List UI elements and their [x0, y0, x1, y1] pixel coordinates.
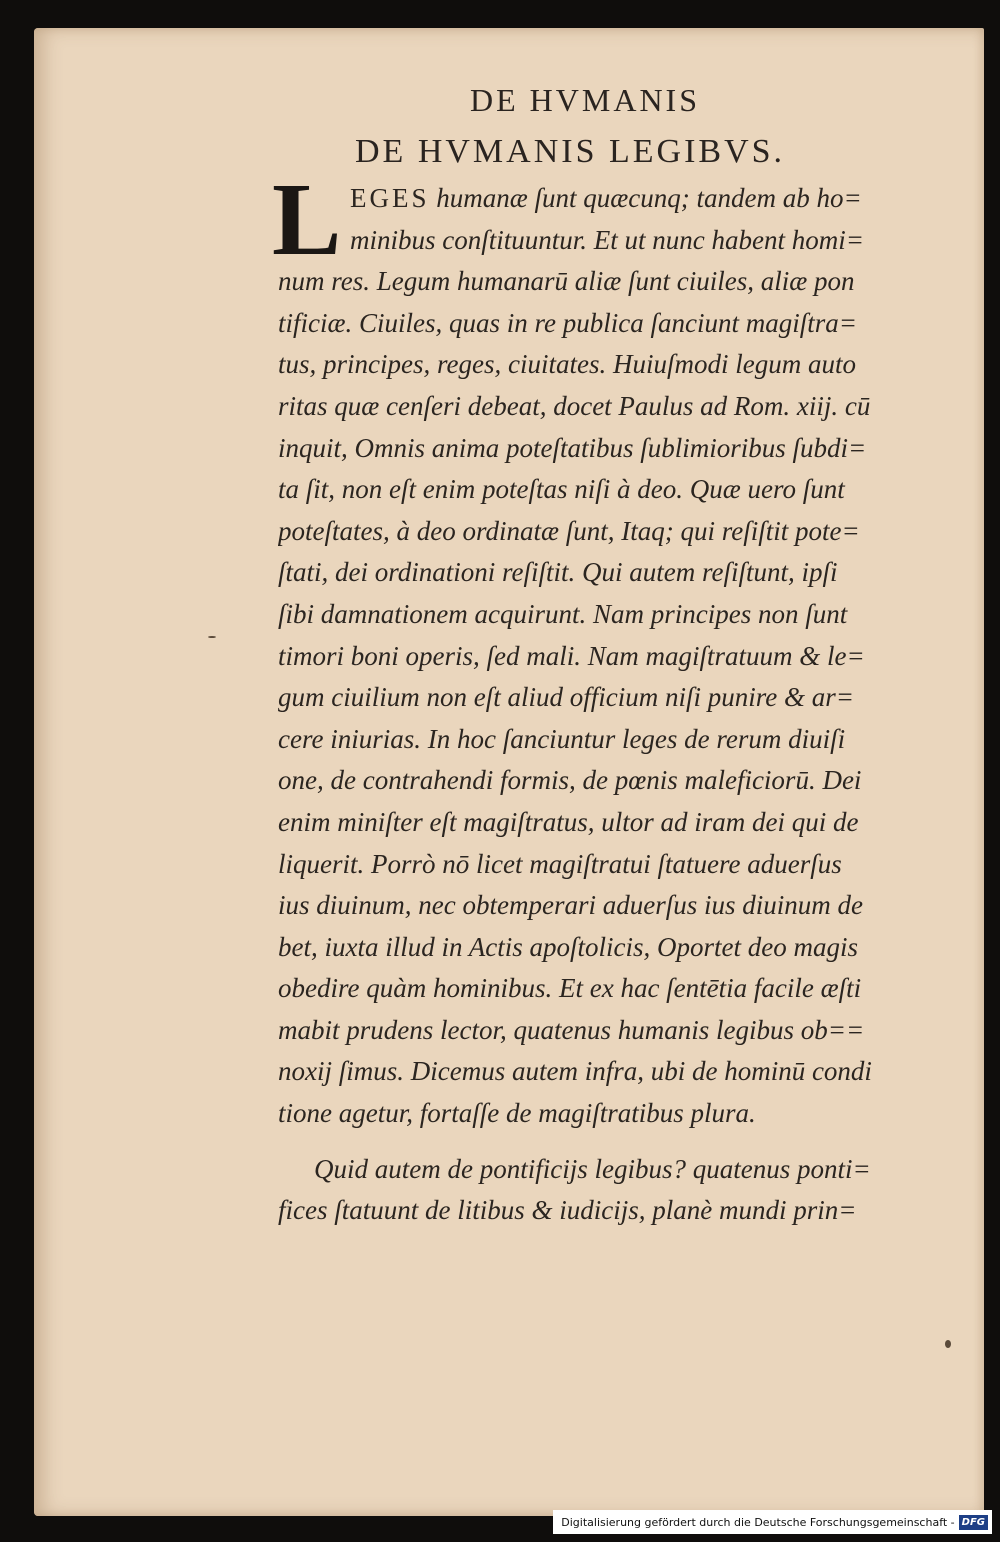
text-line: EGES humanæ ſunt quæcunq; tandem ab ho= [350, 183, 862, 213]
text-line: cere iniurias. In hoc ſanciuntur leges de rerum diuiſi [278, 723, 846, 754]
text-line: timori boni operis, ſed mali. Nam magiſtratuum & le= [278, 640, 865, 671]
ink-speck [945, 1340, 951, 1348]
dfg-logo-icon: DFG [959, 1515, 988, 1530]
text-line: tificiæ. Ciuiles, quas in re publica ſanciunt magiſtra= [278, 307, 857, 338]
text-line: minibus conſtituuntur. Et ut nunc habent homi= [350, 224, 864, 255]
running-head: DE HVMANIS [470, 82, 700, 118]
text-line: Quid autem de pontificijs legibus? quatenus ponti= [314, 1153, 871, 1184]
text-line: enim miniſter eſt magiſtratus, ultor ad iram dei qui de [278, 806, 859, 837]
text-line: num res. Legum humanarū aliæ ſunt ciuiles, aliæ pon [278, 266, 855, 297]
text-line: liquerit. Porrò nō licet magiſtratui ſtatuere aduerſus [278, 848, 842, 879]
text-line: gum ciuilium non eſt aliud officium niſi punire & ar= [278, 682, 854, 713]
text-line: ſtati, dei ordinationi reſiſtit. Qui autem reſiſtunt, ipſi [278, 557, 838, 588]
text-line: bet, iuxta illud in Actis apoſtolicis, Oportet deo magis [278, 931, 858, 962]
drop-cap: L [272, 162, 342, 277]
text-line: inquit, Omnis anima poteſtatibus ſublimioribus ſubdi= [278, 432, 867, 463]
text-line: ſibi damnationem acquirunt. Nam principes non ſunt [278, 598, 848, 629]
text-line: tus, principes, reges, ciuitates. Huiuſmodi legum auto [278, 349, 856, 380]
text-line: ius diuinum, nec obtemperari aduerſus ius diuinum de [278, 890, 863, 921]
text-line: one, de contrahendi formis, de pœnis maleficiorū. Dei [278, 765, 862, 796]
text-line: ta ſit, non eſt enim poteſtas niſi à deo. Quæ uero ſunt [278, 474, 845, 505]
body-text [278, 178, 918, 1232]
text-line: fices ſtatuunt de litibus & iudicijs, planè mundi prin= [278, 1195, 857, 1226]
digitization-footer [553, 1510, 992, 1534]
ink-speck [208, 636, 216, 638]
text-line: poteſtates, à deo ordinatæ ſunt, Itaq; qui reſiſtit pote= [278, 515, 860, 546]
text-line: ritas quæ cenſeri debeat, docet Paulus ad Rom. xiij. cū [278, 390, 871, 421]
footer-text: Digitalisierung gefördert durch die Deutsche Forschungsgemeinschaft - [561, 1515, 955, 1529]
text-line: obedire quàm hominibus. Et ex hac ſentētia facile æſti [278, 973, 862, 1004]
text-line: tione agetur, fortaſſe de magiſtratibus plura. [278, 1098, 756, 1129]
text-line: mabit prudens lector, quatenus humanis legibus ob== [278, 1014, 865, 1045]
text-line: noxij ſimus. Dicemus autem infra, ubi de hominū condi [278, 1056, 872, 1087]
chapter-title: DE HVMANIS LEGIBVS. [355, 133, 786, 170]
